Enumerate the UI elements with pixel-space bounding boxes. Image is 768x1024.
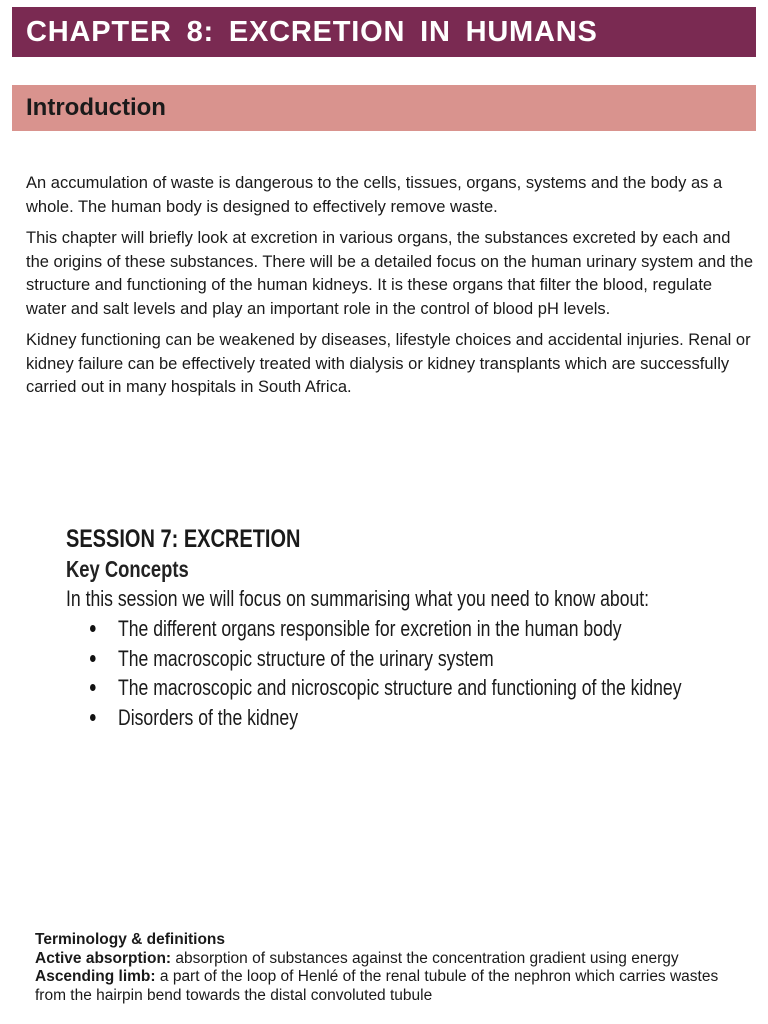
list-item-text: Disorders of the kidney bbox=[118, 704, 298, 730]
intro-paragraph-2: This chapter will briefly look at excretion in various organs, the substances excreted by each and the origins of these substances. There will be a detailed focus on the human urinary system and the structure and functioning of the human kidneys. It is these organs that filter the blood, regulate water and salt levels and play an important role in the control of blood pH levels. bbox=[26, 229, 754, 318]
terminology-section bbox=[35, 931, 735, 1005]
key-concepts-list bbox=[66, 614, 722, 732]
introduction-text bbox=[26, 172, 754, 408]
list-item bbox=[66, 673, 722, 703]
bullet-icon bbox=[90, 625, 96, 632]
list-item-text: The different organs responsible for excretion in the human body bbox=[118, 616, 622, 641]
section-title-banner: Introduction bbox=[12, 85, 756, 131]
list-item bbox=[66, 644, 722, 674]
key-concepts-heading: Key Concepts bbox=[66, 556, 189, 582]
bullet-icon bbox=[90, 684, 96, 691]
terminology-heading: Terminology & definitions bbox=[35, 931, 226, 948]
intro-paragraph-3: Kidney functioning can be weakened by diseases, lifestyle choices and accidental injuries. Renal or kidney failure can be effectively treated with dialysis or kidney transplants which are successfully carried out in many hospitals in South Africa. bbox=[26, 331, 751, 396]
list-item-text: The macroscopic and nicroscopic structure and functioning of the kidney bbox=[118, 675, 682, 700]
term-name: Ascending limb: bbox=[35, 968, 156, 985]
session-block bbox=[66, 524, 722, 732]
term-name: Active absorption: bbox=[35, 949, 172, 967]
term-definition: a part of the loop of Henlé of the renal tubule of the nephron which carries wastes from the hairpin bend towards the distal convoluted tubule bbox=[35, 968, 719, 1004]
session-intro-text: In this session we will focus on summarising what you need to know about: bbox=[66, 586, 650, 611]
list-item bbox=[66, 614, 722, 644]
chapter-title-banner: CHAPTER 8: EXCRETION IN HUMANS bbox=[12, 7, 756, 57]
term-definition: absorption of substances against the concentration gradient using energy bbox=[175, 949, 679, 967]
term-entry bbox=[35, 950, 735, 969]
term-entry bbox=[35, 968, 735, 1005]
list-item-text: The macroscopic structure of the urinary system bbox=[118, 645, 494, 671]
session-title: SESSION 7: EXCRETION bbox=[66, 525, 301, 553]
bullet-icon bbox=[90, 714, 96, 721]
intro-paragraph-1: An accumulation of waste is dangerous to the cells, tissues, organs, systems and the body as a whole. The human body is designed to effectively remove waste. bbox=[26, 174, 723, 216]
list-item bbox=[66, 703, 722, 733]
bullet-icon bbox=[90, 655, 96, 662]
